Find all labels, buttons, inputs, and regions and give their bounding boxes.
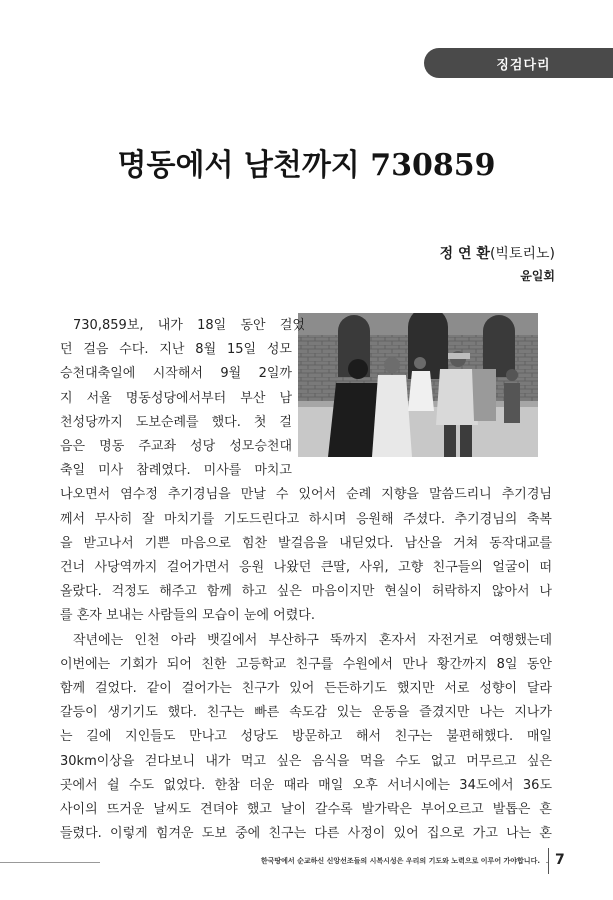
- body-line: 을 받고나서 기쁜 마음으로 힘찬 발걸음을 내딛었다. 남산을 거쳐 동작대교를: [60, 535, 552, 551]
- body-line: 는 길에 지인들도 만나고 성당도 방문하고 해서 친구는 불편해했다. 매일: [60, 729, 552, 745]
- body-line: 들렸다. 이렇게 힘겨운 도보 중에 친구는 다른 사정이 있어 집으로 가고 나는 혼: [60, 826, 552, 842]
- page-number-divider: [548, 848, 549, 874]
- body-line: 축일 미사 참례였다. 미사를 마치고: [60, 463, 292, 479]
- author-name: 정 연 환: [439, 246, 490, 262]
- body-line: 천성당까지 도보순례를 했다. 첫 걸: [60, 414, 292, 430]
- section-label: 징검다리: [496, 57, 551, 73]
- body-line: 나오면서 염수정 추기경님을 만날 수 있어서 순례 지향을 말씀드리니 추기경님: [60, 487, 552, 503]
- body-line: 사이의 뜨거운 날씨도 견뎌야 했고 날이 갈수록 발가락은 부어오르고 발톱은 흔: [60, 802, 552, 818]
- article-title: 명동에서 남천까지 730859: [117, 148, 496, 183]
- body-line: 730,859보, 내가 18일 동안 걸었: [73, 318, 305, 333]
- body-line: 30km이상을 걷다보니 내가 먹고 싶은 음식을 먹을 수도 없고 머무르고 싶은: [60, 753, 552, 769]
- body-line: 올랐다. 걱정도 해주고 함께 하고 싶은 마음이지만 현실이 허락하지 않아서 나: [60, 584, 552, 600]
- body-line: 갈등이 생기기도 했다. 친구는 빠른 속도감 있는 운동을 즐겼지만 나는 지나가: [60, 705, 552, 721]
- author-affiliation: 윤일회: [520, 269, 555, 283]
- body-line: 지 서울 명동성당에서부터 부산 남: [60, 390, 292, 406]
- section-tab: [424, 48, 613, 78]
- body-line: 함께 걸었다. 같이 걸어가는 친구가 있어 든든하기도 했지만 서로 성향이 달라: [60, 681, 552, 697]
- body-line: 이번에는 기회가 되어 친한 고등학교 친구를 수원에서 만나 황간까지 8일 동안: [60, 656, 552, 672]
- footer-caption: 한국땅에서 순교하신 신앙선조들의 시복시성은 우리의 기도와 노력으로 이루어 가야합니다.: [100, 856, 546, 866]
- body-line: 를 혼자 보내는 사람들의 모습이 눈에 어렸다.: [60, 608, 315, 624]
- author-line: [440, 243, 555, 263]
- body-line: 작년에는 인천 아라 뱃길에서 부산하구 뚝까지 혼자서 자전거로 여행했는데: [73, 632, 552, 648]
- page-number: 7: [555, 852, 565, 868]
- body-line: 께서 무사히 잘 마치기를 기도드린다고 하시며 응원해 주셨다. 추기경님의 축복: [60, 511, 552, 527]
- article-body: [60, 314, 552, 846]
- body-line: 곳에서 쉴 수도 없었다. 한참 더운 때라 매일 오후 서너시에는 34도에서 36도: [60, 777, 552, 793]
- author-baptismal-name: (빅토리노): [489, 246, 555, 262]
- body-line: 음은 명동 주교좌 성당 성모승천대: [60, 439, 292, 455]
- body-line: 건너 사당역까지 걸어가면서 응원 나왔던 큰딸, 사위, 고향 친구들의 얼굴이 떠: [60, 560, 552, 576]
- body-line: 던 걸음 수다. 지난 8월 15일 성모: [60, 342, 292, 358]
- body-line: 승천대축일에 시작해서 9월 2일까: [60, 366, 292, 382]
